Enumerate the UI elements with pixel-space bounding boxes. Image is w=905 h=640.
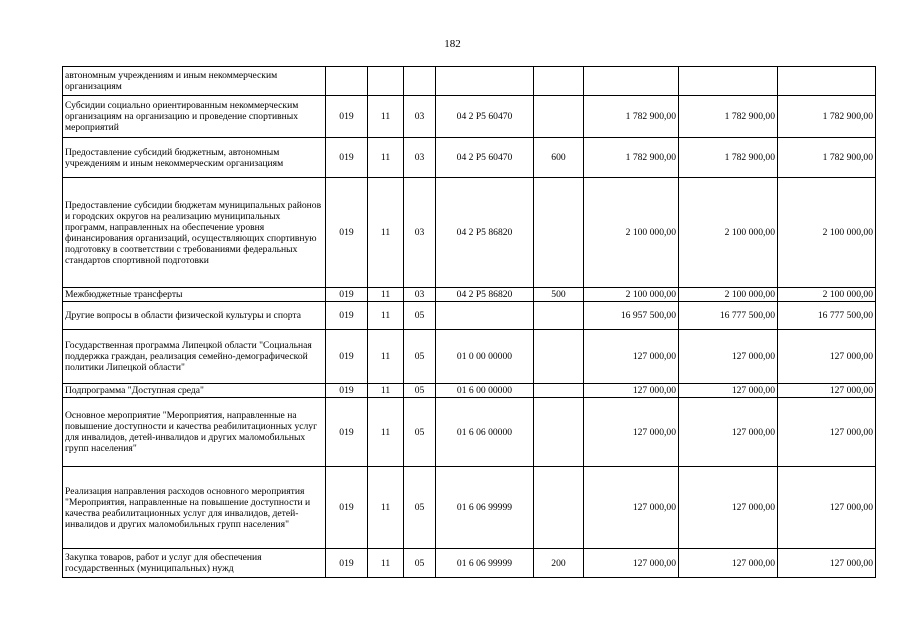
row-name-cell: Реализация направления расходов основного мероприятия "Мероприятия, направленные на повышение доступности и качества реабилитационных услуг для инвалидов, детей-инвалидов и других маломобильных групп населения": [63, 467, 326, 549]
section-code-cell: 11: [368, 384, 404, 398]
table-row: [63, 67, 876, 96]
amount-year2-cell: 127 000,00: [679, 398, 778, 467]
amount-year1-cell: [584, 67, 679, 96]
amount-year1-cell: 1 782 900,00: [584, 138, 679, 178]
section-code-cell: 11: [368, 549, 404, 578]
amount-year3-cell: 127 000,00: [778, 384, 876, 398]
amount-year3-cell: 2 100 000,00: [778, 178, 876, 288]
amount-year2-cell: 127 000,00: [679, 330, 778, 384]
target-article-cell: 01 6 06 99999: [436, 467, 534, 549]
section-code-cell: 11: [368, 398, 404, 467]
table-row: [63, 398, 876, 467]
subsection-code-cell: 03: [404, 178, 436, 288]
subsection-code-cell: 03: [404, 138, 436, 178]
amount-year2-cell: 1 782 900,00: [679, 96, 778, 138]
section-code-cell: 11: [368, 288, 404, 302]
ministry-code-cell: 019: [326, 549, 368, 578]
section-code-cell: [368, 67, 404, 96]
ministry-code-cell: 019: [326, 302, 368, 330]
row-name-cell: Другие вопросы в области физической культуры и спорта: [63, 302, 326, 330]
amount-year2-cell: 127 000,00: [679, 467, 778, 549]
amount-year1-cell: 127 000,00: [584, 330, 679, 384]
ministry-code-cell: 019: [326, 398, 368, 467]
amount-year1-cell: 16 957 500,00: [584, 302, 679, 330]
subsection-code-cell: 05: [404, 330, 436, 384]
amount-year3-cell: 127 000,00: [778, 398, 876, 467]
section-code-cell: 11: [368, 178, 404, 288]
expense-type-cell: 500: [534, 288, 584, 302]
amount-year3-cell: [778, 67, 876, 96]
row-name-cell: Подпрограмма "Доступная среда": [63, 384, 326, 398]
ministry-code-cell: 019: [326, 178, 368, 288]
expense-type-cell: [534, 178, 584, 288]
table-row: [63, 549, 876, 578]
expense-type-cell: [534, 398, 584, 467]
target-article-cell: [436, 302, 534, 330]
subsection-code-cell: 03: [404, 96, 436, 138]
row-name-cell: Субсидии социально ориентированным некоммерческим организациям на организацию и проведение спортивных мероприятий: [63, 96, 326, 138]
section-code-cell: 11: [368, 96, 404, 138]
ministry-code-cell: 019: [326, 138, 368, 178]
table-row: [63, 467, 876, 549]
row-name-cell: Предоставление субсидии бюджетам муниципальных районов и городских округов на реализацию муниципальных программ, направленных на обеспечение уровня финансирования организаций, осуществляющих спортивную подготовку в соответствии с требованиями федеральных стандартов спортивной подготовки: [63, 178, 326, 288]
section-code-cell: 11: [368, 467, 404, 549]
ministry-code-cell: 019: [326, 330, 368, 384]
subsection-code-cell: 05: [404, 398, 436, 467]
amount-year3-cell: 127 000,00: [778, 330, 876, 384]
expense-type-cell: [534, 302, 584, 330]
section-code-cell: 11: [368, 138, 404, 178]
section-code-cell: 11: [368, 302, 404, 330]
amount-year1-cell: 1 782 900,00: [584, 96, 679, 138]
target-article-cell: 01 6 06 00000: [436, 398, 534, 467]
table-row: [63, 288, 876, 302]
amount-year3-cell: 1 782 900,00: [778, 96, 876, 138]
subsection-code-cell: [404, 67, 436, 96]
subsection-code-cell: 03: [404, 288, 436, 302]
amount-year2-cell: 2 100 000,00: [679, 288, 778, 302]
amount-year3-cell: 16 777 500,00: [778, 302, 876, 330]
target-article-cell: 04 2 P5 86820: [436, 288, 534, 302]
budget-table: [62, 66, 876, 578]
row-name-cell: Предоставление субсидий бюджетным, автономным учреждениям и иным некоммерческим организациям: [63, 138, 326, 178]
table-row: [63, 384, 876, 398]
amount-year3-cell: 127 000,00: [778, 467, 876, 549]
amount-year1-cell: 127 000,00: [584, 549, 679, 578]
expense-type-cell: [534, 330, 584, 384]
amount-year1-cell: 2 100 000,00: [584, 288, 679, 302]
amount-year1-cell: 127 000,00: [584, 398, 679, 467]
subsection-code-cell: 05: [404, 384, 436, 398]
row-name-cell: Межбюджетные трансферты: [63, 288, 326, 302]
expense-type-cell: [534, 384, 584, 398]
ministry-code-cell: 019: [326, 96, 368, 138]
amount-year2-cell: 127 000,00: [679, 384, 778, 398]
subsection-code-cell: 05: [404, 302, 436, 330]
amount-year1-cell: 127 000,00: [584, 384, 679, 398]
amount-year3-cell: 127 000,00: [778, 549, 876, 578]
expense-type-cell: 200: [534, 549, 584, 578]
amount-year2-cell: 16 777 500,00: [679, 302, 778, 330]
target-article-cell: 04 2 P5 60470: [436, 96, 534, 138]
page-number: 182: [444, 38, 461, 50]
ministry-code-cell: 019: [326, 467, 368, 549]
row-name-cell: Основное мероприятие "Мероприятия, направленные на повышение доступности и качества реабилитационных услуг для инвалидов, детей-инвалидов и других маломобильных групп населения": [63, 398, 326, 467]
row-name-cell: автономным учреждениям и иным некоммерческим организациям: [63, 67, 326, 96]
expense-type-cell: 600: [534, 138, 584, 178]
subsection-code-cell: 05: [404, 549, 436, 578]
table-row: [63, 178, 876, 288]
amount-year3-cell: 2 100 000,00: [778, 288, 876, 302]
amount-year1-cell: 127 000,00: [584, 467, 679, 549]
target-article-cell: 01 6 06 99999: [436, 549, 534, 578]
amount-year2-cell: 127 000,00: [679, 549, 778, 578]
target-article-cell: 04 2 P5 86820: [436, 178, 534, 288]
target-article-cell: [436, 67, 534, 96]
target-article-cell: 01 6 00 00000: [436, 384, 534, 398]
row-name-cell: Закупка товаров, работ и услуг для обеспечения государственных (муниципальных) нужд: [63, 549, 326, 578]
table-row: [63, 302, 876, 330]
amount-year2-cell: [679, 67, 778, 96]
table-row: [63, 330, 876, 384]
target-article-cell: 01 0 00 00000: [436, 330, 534, 384]
table-row: [63, 138, 876, 178]
expense-type-cell: [534, 67, 584, 96]
amount-year2-cell: 2 100 000,00: [679, 178, 778, 288]
ministry-code-cell: 019: [326, 288, 368, 302]
expense-type-cell: [534, 96, 584, 138]
section-code-cell: 11: [368, 330, 404, 384]
subsection-code-cell: 05: [404, 467, 436, 549]
amount-year3-cell: 1 782 900,00: [778, 138, 876, 178]
amount-year2-cell: 1 782 900,00: [679, 138, 778, 178]
ministry-code-cell: 019: [326, 384, 368, 398]
amount-year1-cell: 2 100 000,00: [584, 178, 679, 288]
target-article-cell: 04 2 P5 60470: [436, 138, 534, 178]
table-row: [63, 96, 876, 138]
ministry-code-cell: [326, 67, 368, 96]
row-name-cell: Государственная программа Липецкой области "Социальная поддержка граждан, реализация семейно-демографической политики Липецкой области": [63, 330, 326, 384]
expense-type-cell: [534, 467, 584, 549]
